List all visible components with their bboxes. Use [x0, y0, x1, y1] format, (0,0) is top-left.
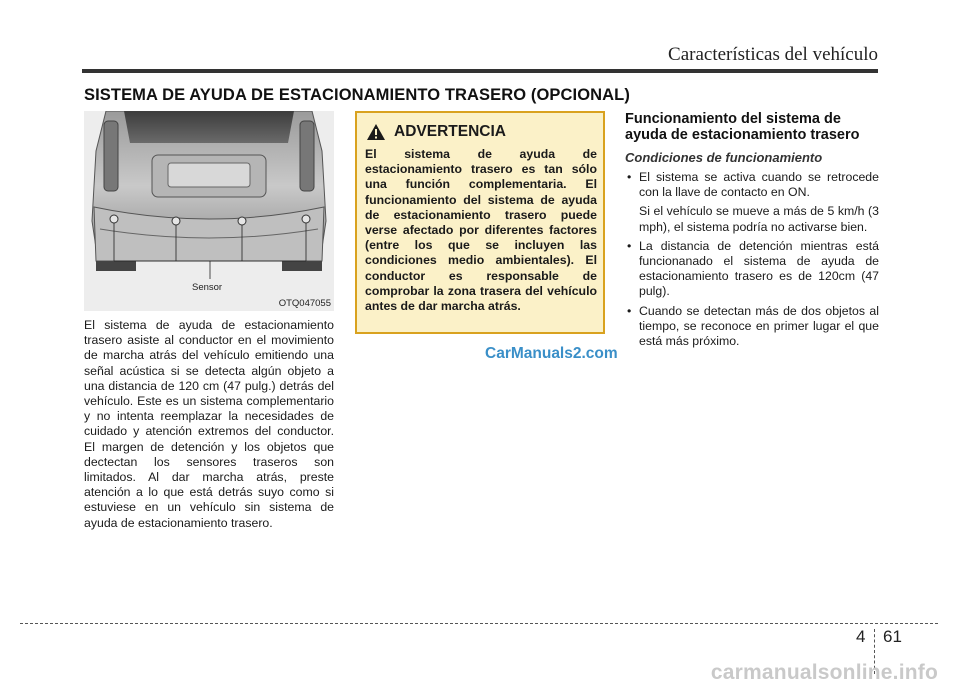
list-item	[625, 304, 879, 350]
operation-subtitle: Condiciones de funcionamiento	[625, 150, 823, 165]
footer-divider	[20, 623, 938, 624]
vehicle-rear-illustration	[84, 111, 334, 311]
intro-paragraph: El sistema de ayuda de estacionamiento trasero asiste al conductor en el movimiento de marcha atrás del vehículo emitiendo una señal acústica si se detecta algún objeto a una distancia de 120 cm (47 pulg.) detrás del vehículo. Este es un sistema complementario y no intenta reemplazar la necesidades de cuidado y atención extremos del conductor. El margen de detención y los objetos que dectectan los sensores traseros son limitados. Al dar marcha atrás, preste atención a lo que está detrás suyo como si estuviese en un vehículo sin sistema de ayuda de estacionamiento trasero.	[84, 318, 334, 530]
watermark-link[interactable]: CarManuals2.com	[485, 345, 618, 362]
bullet-text: La distancia de detención mientras está funcionanado el sistema de ayuda de estacionamiento trasero es de 120cm (47 pulg).	[639, 238, 879, 299]
bullet-dot: •	[627, 170, 632, 184]
bullet-dot: •	[627, 238, 632, 253]
figure-code: OTQ047055	[278, 298, 331, 309]
operation-bullets	[625, 170, 879, 349]
footer-watermark: carmanualsonline.info	[710, 661, 938, 684]
operation-column	[625, 111, 879, 353]
header-rule	[82, 69, 878, 73]
figure-sensor-label: Sensor	[192, 282, 223, 293]
warning-text: El sistema de ayuda de estacionamiento trasero es tan sólo una función complementaria. El funcionamiento del sistema de ayuda de estacionamiento trasero puede verse afectado por diferentes factores (entre los que se incluyen las condiciones medio ambientales). El conductor es responsable de comprobar la zona trasera del vehículo antes de dar marcha atrás.	[365, 147, 597, 314]
operation-title: Funcionamiento del sistema de ayuda de estacionamiento trasero	[625, 111, 860, 143]
section-title: SISTEMA DE AYUDA DE ESTACIONAMIENTO TRASERO (OPCIONAL)	[84, 86, 630, 104]
bullet-continuation: Si el vehículo se mueve a más de 5 km/h (3 mph), el sistema podría no activarse bien.	[639, 204, 879, 234]
warning-title: ADVERTENCIA	[394, 123, 506, 140]
bullet-text: Cuando se detectan más de dos objetos al tiempo, se reconoce en primer lugar el que está más próximo.	[639, 303, 879, 349]
bullet-dot: •	[627, 303, 632, 318]
rear-bumper-figure	[84, 111, 334, 311]
chapter-number: 4	[856, 627, 866, 646]
bullet-text: El sistema se activa cuando se retrocede con la llave de contacto en ON.	[639, 170, 879, 200]
warning-triangle-icon	[366, 123, 386, 141]
page-number: 61	[883, 627, 902, 646]
list-item	[625, 239, 879, 300]
header-title: Características del vehículo	[668, 44, 878, 65]
warning-box	[355, 111, 605, 334]
list-item	[625, 170, 879, 200]
